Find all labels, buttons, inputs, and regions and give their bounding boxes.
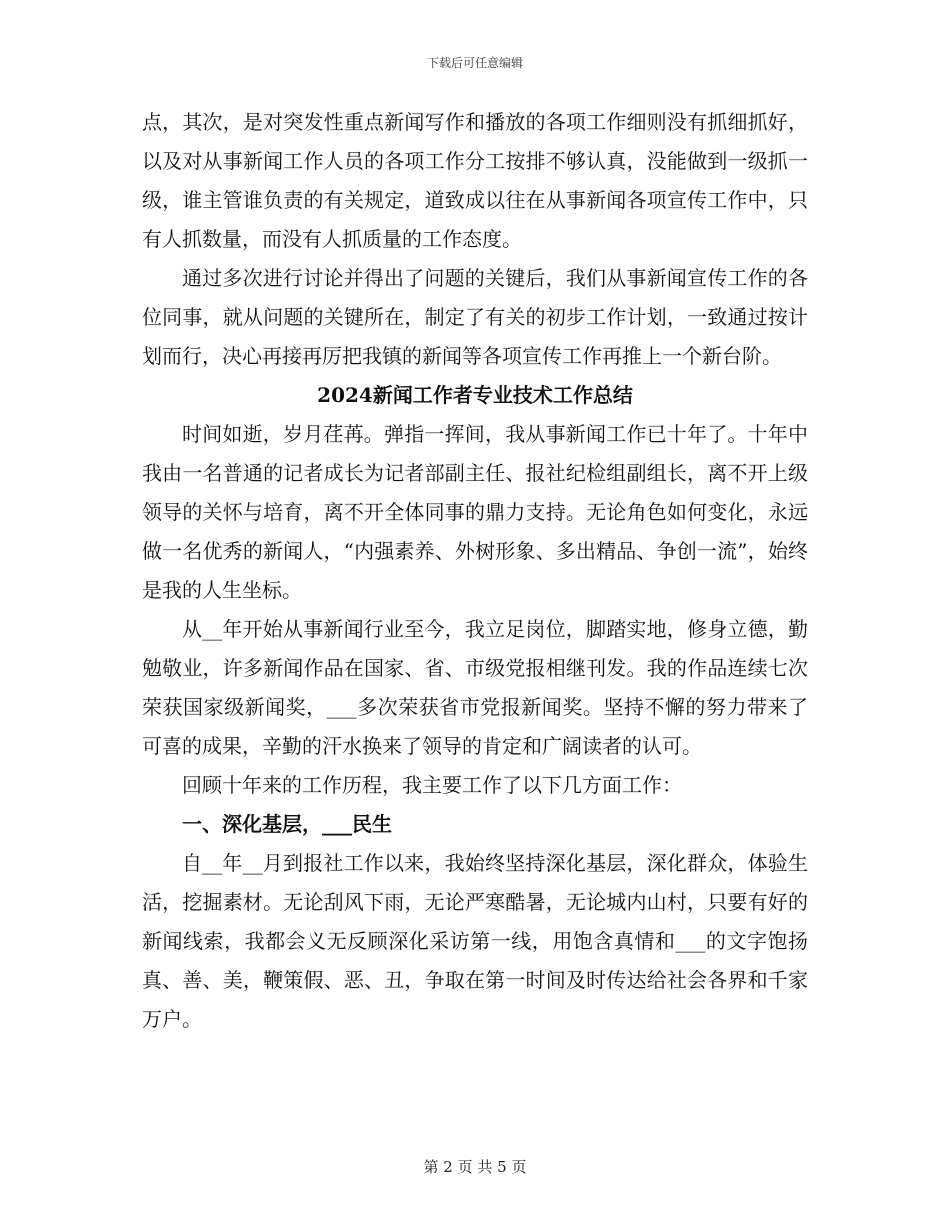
paragraph-5: 回顾十年来的工作历程，我主要工作了以下几方面工作： bbox=[182, 773, 682, 797]
page-footer: 第 2 页 共 5 页 bbox=[423, 1158, 527, 1176]
paragraph-4: 从__年开始从事新闻行业至今，我立足岗位，脚踏实地，修身立德，勤勉敬业，许多新闻作品在国家、省、市级党报相继刊发。我的作品连续七次荣获国家级新闻奖，___多次荣获省市党报新闻奖。坚持不懈的努力带来了可喜的成果，辛勤的汗水换来了领导的肯定和广阔读者的认可。 bbox=[142, 617, 808, 758]
document-body bbox=[142, 103, 808, 1039]
paragraph-6: 自__年__月到报社工作以来，我始终坚持深化基层，深化群众，体验生活，挖掘素材。无论刮风下雨，无论严寒酷暑，无论城内山村，只要有好的新闻线索，我都会义无反顾深化采访第一线，用饱含真情和___的文字饱扬真、善、美，鞭策假、恶、丑，争取在第一时间及时传达给社会各界和千家万户。 bbox=[142, 851, 808, 1031]
section-heading-1: 一、深化基层，___民生 bbox=[182, 812, 392, 836]
page-header: 下载后可任意编辑 bbox=[426, 56, 523, 70]
paragraph-1: 点，其次，是对突发性重点新闻写作和播放的各项工作细则没有抓细抓好，以及对从事新闻工作人员的各项工作分工按排不够认真，没能做到一级抓一级，谁主管谁负责的有关规定，道致成以往在从事新闻各项宣传工作中，只有人抓数量，而没有人抓质量的工作态度。 bbox=[142, 110, 808, 251]
document-title: 2024新闻工作者专业技术工作总结 bbox=[317, 383, 633, 407]
paragraph-3: 时间如逝，岁月荏苒。弹指一挥间，我从事新闻工作已十年了。十年中我由一名普通的记者成长为记者部副主任、报社纪检组副组长，离不开上级领导的关怀与培育，离不开全体同事的鼎力支持。无论角色如何变化，永远做一名优秀的新闻人，“内强素养、外树形象、多出精品、争创一流”，始终是我的人生坐标。 bbox=[142, 422, 808, 602]
paragraph-2: 通过多次进行讨论并得出了问题的关键后，我们从事新闻宣传工作的各位同事，就从问题的关键所在，制定了有关的初步工作计划，一致通过按计划而行，决心再接再厉把我镇的新闻等各项宣传工作再推上一个新台阶。 bbox=[142, 266, 808, 368]
